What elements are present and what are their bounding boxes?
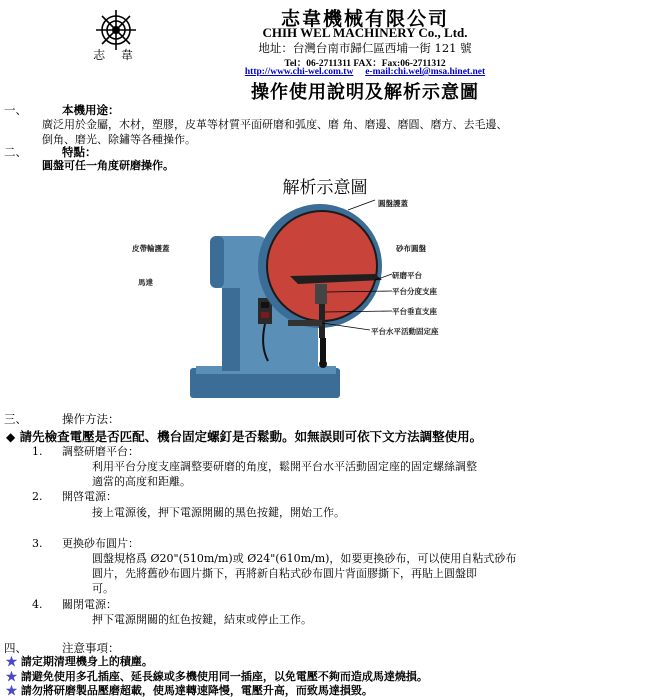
step-title: 調整研磨平台： (62, 445, 139, 458)
step-number: 4. (32, 598, 43, 611)
star-bullet-icon: ★ (6, 669, 17, 683)
company-tel-fax: Tel：06-2711311 FAX：Fax:06-2711312 (284, 59, 446, 69)
section-usage-body (42, 117, 648, 147)
company-name-en: CHIH WEL MACHINERY Co., Ltd. (262, 25, 468, 40)
body-line: 適當的高度和距離。 (92, 475, 191, 488)
email-link[interactable]: e-mail:chi.wel@msa.hinet.net (365, 67, 486, 77)
company-address: 地址：台灣台南市歸仁區西埔一街 121 號 (258, 41, 472, 55)
machine-diagram (170, 196, 500, 401)
note-text: 請避免使用多孔插座、延長線或多機使用同一插座，以免電壓不夠而造成馬達燒損。 (20, 669, 428, 683)
company-name-cn: 志韋機械有限公司 (280, 8, 449, 30)
section-usage-heading (0, 102, 650, 118)
star-bullet-icon: ★ (6, 655, 17, 668)
label-motor: 馬達 (138, 278, 153, 287)
section-heading: 特點： (62, 145, 97, 159)
step-2 (32, 489, 117, 504)
step-4 (32, 597, 117, 612)
label-vertical-support: 平台垂直支座 (392, 307, 437, 316)
section-operation-heading (0, 411, 650, 427)
list-item (6, 670, 650, 685)
platform-horizontal-mount (288, 320, 322, 326)
note-text: 請勿將研磨製品壓磨超載，使馬達轉速降慢，電壓升高，而致馬達損毀。 (20, 684, 373, 697)
body-line: 廣泛用於金屬，木材，塑膠，皮革等材質平面研磨和弧度、磨 角、磨邊、磨圓、磨方、去毛邊、 (42, 118, 508, 131)
label-angle-support: 平台分度支座 (392, 287, 437, 296)
warning-line (6, 427, 482, 445)
label-belt-cover: 皮帶輪護蓋 (132, 244, 170, 253)
label-disc-cover: 圓盤護蓋 (378, 199, 408, 208)
contact-links (0, 67, 650, 77)
diamond-bullet-icon: ◆ (6, 430, 16, 444)
step-3-body (92, 551, 648, 596)
step-2-body (92, 505, 648, 520)
label-platform: 研磨平台 (392, 271, 422, 280)
notes-list (6, 655, 650, 699)
section-heading: 操作方法： (62, 412, 120, 426)
step-1 (32, 444, 139, 459)
step-3 (32, 536, 139, 551)
list-item (6, 655, 650, 670)
switch-black-button (261, 302, 269, 308)
section-number: 四、 (4, 641, 27, 655)
step-1-body (92, 459, 648, 489)
platform-angle-support (315, 284, 327, 304)
list-item (6, 684, 650, 699)
label-horizontal-mount: 平台水平活動固定座 (371, 327, 439, 336)
document-title: 操作使用說明及解析示意圖 (251, 82, 479, 103)
star-bullet-icon: ★ (6, 684, 17, 697)
body-line: 圓盤規格爲 Ø20"(510m/m)或 Ø24"(610m/m)，如要更換砂布，可以使用自粘式砂布 (92, 552, 517, 565)
diagram-title: 解析示意圖 (282, 178, 368, 198)
section-number: 一、 (4, 103, 27, 117)
step-number: 1. (32, 445, 43, 458)
section-heading: 本機用途： (62, 103, 120, 117)
step-title: 更換砂布圓片： (62, 537, 139, 550)
step-title: 開啓電源： (62, 490, 117, 503)
section-number: 二、 (4, 145, 27, 159)
step-number: 2. (32, 490, 43, 503)
warning-text: 請先檢查電壓是否匹配、機台固定螺釘是否鬆動。如無誤則可依下文方法調整使用。 (19, 429, 483, 444)
body-line: 圓片，先將舊砂布圓片撕下，再將新自粘式砂布圓片背面膠撕下，再貼上圓盤即 (92, 567, 477, 580)
body-line: 倒角、磨光、除鏽等各種操作。 (42, 133, 196, 146)
section-notes-heading (0, 640, 650, 656)
body-line: 利用平台分度支座調整要研磨的角度，鬆開平台水平活動固定座的固定螺絲調整 (92, 460, 477, 473)
switch-red-button (261, 312, 269, 318)
website-link[interactable]: http://www.chi-wel.com.tw (244, 67, 354, 77)
leader-line (348, 200, 375, 210)
note-text: 請定期清理機身上的積塵。 (20, 655, 153, 668)
belt-cover-shadow (210, 236, 224, 288)
section-number: 三、 (4, 412, 27, 426)
body-line: 押下電源開關的紅色按鍵，結束或停止工作。 (92, 613, 312, 626)
step-title: 關閉電源： (62, 598, 117, 611)
section-heading: 注意事項： (62, 641, 120, 655)
platform-post-knob (319, 360, 327, 368)
body-line: 接上電源後，押下電源開關的黑色按鍵，開始工作。 (92, 506, 345, 519)
step-4-body (92, 612, 648, 627)
label-sanding-disc: 砂布圓盤 (396, 244, 426, 253)
logo-caption: 志 韋 (93, 48, 139, 62)
body-line: 可。 (92, 582, 114, 595)
section-features-body: 圓盤可任一角度研磨操作。 (42, 159, 174, 172)
step-number: 3. (32, 537, 43, 550)
